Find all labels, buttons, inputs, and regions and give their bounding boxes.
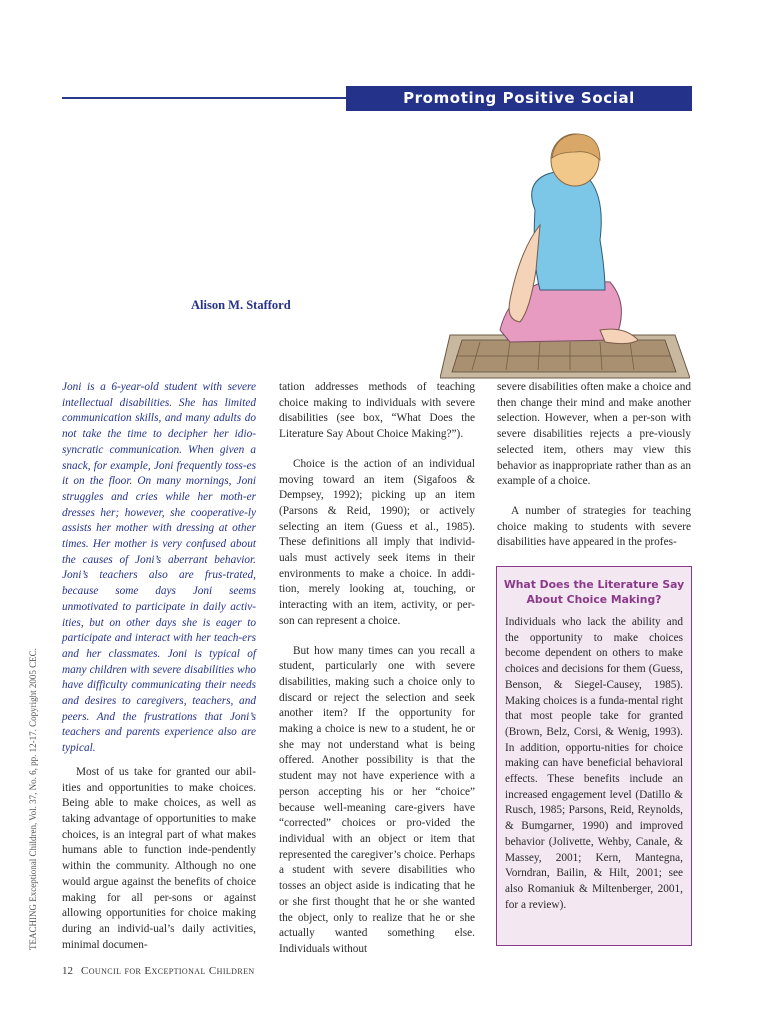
header-rule xyxy=(62,97,347,99)
page-number: 12 xyxy=(62,965,73,977)
body-paragraph: severe disabilities often make a choice and then change their mind and make another selection. However, when a per-son with severe disabilities rejects a pre-viously selected item, others may view this behavior as inappropriate rather than as an example of a choice. xyxy=(497,381,691,488)
column-2 xyxy=(279,380,475,958)
publication-name: Council for Exceptional Children xyxy=(81,965,255,977)
section-banner: Promoting Positive Social Development xyxy=(346,86,692,111)
lead-paragraph: Joni is a 6-year-old student with severe intellectual disabilities. She has limited communication skills, and many adults do not take the time to decipher her idio-syncratic communication. When given a snack, for example, Joni frequently toss-es it on the floor. On many mornings, Joni struggles and cries while her moth-er dresses her; however, she cooperative-ly assists her mother with dressing at other times. Her mother is very confused about the causes of Joni’s aberrant behavior. Joni’s teachers also are frus-trated, because some days Joni seems unmotivated to participate in daily activ-ities, but on other days she is eager to participate and interact with her teach-ers and her classmates. Joni is typical of many children with severe disabilities who have difficulty communicating their needs and desires to caregivers, teachers, and peers. And the frustrations that Joni’s teachers and parents experience also are typical. xyxy=(62,381,256,755)
body-paragraph: But how many times can you recall a student, particularly one with severe disabilities, making such a choice only to discard or reject the selection and seek another item? If the opportunity for making a choice is new to a student, he or she may not understand what is being offered. Another possibility is that the student may not have experience with a person accepting his or her “choice” because well-meaning care-givers have “corrected” choices or pro-vided the individual with an object or item that represented the caregiver’s choice. Perhaps a student with severe disabilities who tosses an object aside is indicating that he or she first thought that he or she wanted the object, only to realize that he or she actually wanted something else. Individuals without xyxy=(279,644,475,955)
literature-sidebar-box xyxy=(496,566,692,946)
body-paragraph: Choice is the action of an individual moving toward an item (Sigafoos & Dempsey, 1992); picking up an item (Parsons & Reid, 1990); or actively selecting an item (Guess et al., 1985). These definitions all imply that individ-uals must actively seek items in their environments to make a choice. In addi-tion, merely looking at, touching, or interacting with an item, activity, or per-son can represent a choice. xyxy=(279,457,475,627)
body-paragraph: tation addresses methods of teaching choice making to individuals with severe disabilities (see box, “What Does the Literature Say About Choice Making?”). xyxy=(279,381,475,441)
girl-kneeling-on-mat-illustration xyxy=(440,130,690,380)
sidebar-title: What Does the Literature Say About Choice Making? xyxy=(503,578,685,606)
author-name: Alison M. Stafford xyxy=(191,298,291,312)
body-paragraph: A number of strategies for teaching choice making to students with severe disabilities have appeared in the profes- xyxy=(497,504,691,549)
body-paragraph: Most of us take for granted our abil-ities and opportunities to make choices. Being able to make choices, as well as taking advantage of opportunities to make choices, is an integral part of what makes humans able to function inde-pendently within the community. Although no one would argue against the benefits of choice making for all per-sons or against allowing opportunities for choice making during an individ-ual’s daily activities, minimal documen- xyxy=(62,765,256,951)
column-1 xyxy=(62,380,256,953)
sidebar-body: Individuals who lack the ability and the opportunity to make choices become dependent on others to make choices and decisions for them (Guess, Benson, & Siegel-Causey, 1985). Making choices is a funda-mental right that most people take for granted (Brown, Belz, Corsi, & Wenig, 1993). In addition, opportu-nities for choice making can have beneficial behavioral effects. These benefits include an increased engagement level (Datillo & Rusch, 1985; Parsons, Reid, Reynolds, & Bumgarner, 1990) and improved behavior (Jolivette, Wehby, Canale, & Massey, 2001; Kern, Mantegna, Vorndran, Bailin, & Hilt, 2001; see also Romaniuk & Miltenberger, 2001, for a review). xyxy=(505,616,683,911)
column-3 xyxy=(497,380,691,551)
copyright-margin-note: TEACHING Exceptional Children, Vol. 37, No. 6, pp. 12-17. Copyright 2005 CEC. xyxy=(28,648,38,950)
page-footer xyxy=(62,965,255,977)
